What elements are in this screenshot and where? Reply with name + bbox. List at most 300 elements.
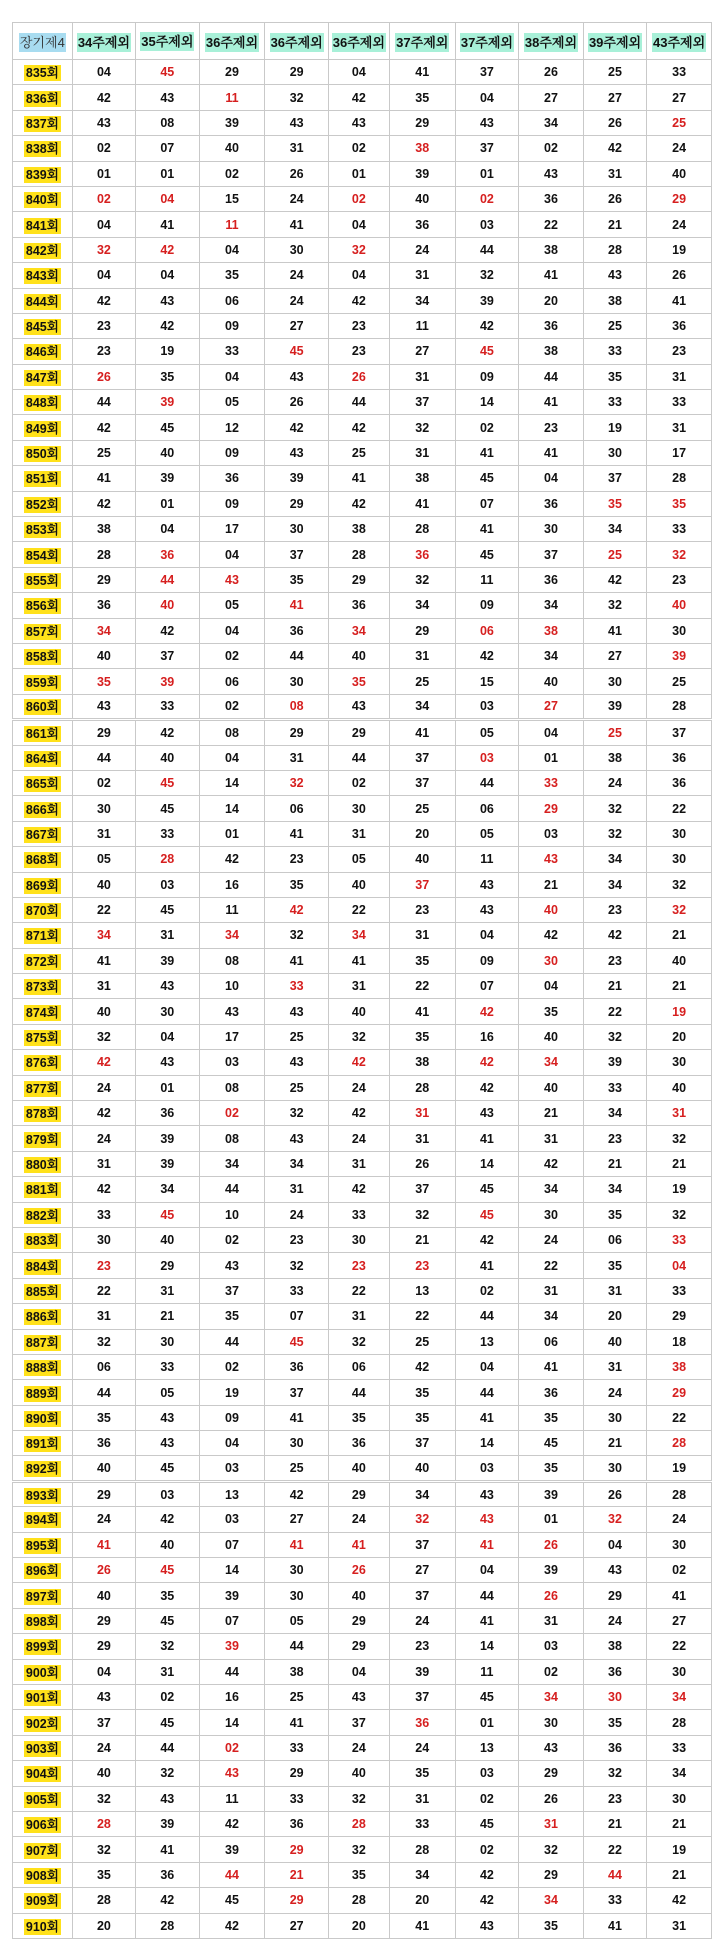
number-cell: 29 — [647, 1380, 712, 1405]
table-body — [13, 60, 712, 1939]
round-cell — [13, 1710, 73, 1735]
round-cell — [13, 313, 73, 338]
number-cell: 29 — [647, 186, 712, 211]
number-cell: 33 — [583, 1075, 646, 1100]
round-cell — [13, 1329, 73, 1354]
round-label: 886회 — [25, 1310, 59, 1325]
number-cell: 44 — [199, 1862, 265, 1887]
round-label: 905회 — [25, 1792, 59, 1807]
number-cell: 01 — [519, 1507, 584, 1532]
number-cell: 12 — [199, 415, 265, 440]
number-cell: 28 — [72, 1888, 135, 1913]
number-cell: 03 — [199, 1050, 265, 1075]
number-cell: 30 — [583, 669, 646, 694]
number-cell: 35 — [389, 1405, 455, 1430]
number-cell: 24 — [72, 1075, 135, 1100]
number-cell: 03 — [136, 1481, 199, 1506]
table-row — [13, 110, 712, 135]
number-cell: 31 — [583, 1278, 646, 1303]
number-cell: 38 — [328, 517, 389, 542]
number-cell: 41 — [265, 948, 328, 973]
round-label: 870회 — [25, 904, 59, 919]
number-cell: 39 — [519, 1481, 584, 1506]
number-cell: 42 — [136, 618, 199, 643]
number-cell: 35 — [265, 567, 328, 592]
number-cell: 21 — [519, 1101, 584, 1126]
number-cell: 28 — [389, 517, 455, 542]
round-cell — [13, 1888, 73, 1913]
number-cell: 29 — [72, 1634, 135, 1659]
table-row — [13, 1507, 712, 1532]
number-cell: 32 — [455, 263, 518, 288]
number-cell: 44 — [265, 643, 328, 668]
round-label: 865회 — [25, 777, 59, 792]
number-cell: 14 — [455, 1431, 518, 1456]
number-cell: 02 — [647, 1558, 712, 1583]
number-cell: 09 — [455, 593, 518, 618]
number-cell: 40 — [72, 1456, 135, 1481]
number-cell: 29 — [328, 1481, 389, 1506]
table-row — [13, 897, 712, 922]
header-label: 39주제외 — [588, 34, 642, 50]
round-cell — [13, 1177, 73, 1202]
number-cell: 34 — [72, 923, 135, 948]
number-cell: 43 — [265, 1126, 328, 1151]
round-label: 857회 — [25, 624, 59, 639]
number-cell: 29 — [328, 1634, 389, 1659]
number-cell: 29 — [72, 1481, 135, 1506]
number-cell: 41 — [328, 466, 389, 491]
table-row — [13, 1608, 712, 1633]
number-cell: 32 — [583, 1507, 646, 1532]
number-cell: 31 — [265, 1177, 328, 1202]
number-cell: 11 — [199, 897, 265, 922]
number-cell: 41 — [519, 440, 584, 465]
round-label: 894회 — [25, 1513, 59, 1528]
number-cell: 42 — [328, 1050, 389, 1075]
number-cell: 05 — [455, 720, 518, 745]
number-cell: 41 — [583, 1913, 646, 1938]
number-cell: 37 — [389, 1685, 455, 1710]
number-cell: 42 — [519, 923, 584, 948]
header-label: 38주제외 — [524, 34, 578, 50]
number-cell: 42 — [455, 1888, 518, 1913]
number-cell: 41 — [389, 720, 455, 745]
table-row — [13, 1710, 712, 1735]
number-cell: 39 — [136, 1811, 199, 1836]
number-cell: 25 — [72, 440, 135, 465]
number-cell: 08 — [199, 720, 265, 745]
number-cell: 30 — [265, 237, 328, 262]
number-cell: 21 — [136, 1304, 199, 1329]
round-label: 907회 — [25, 1843, 59, 1858]
number-cell: 41 — [265, 1532, 328, 1557]
number-cell: 24 — [265, 186, 328, 211]
round-cell — [13, 669, 73, 694]
number-cell: 30 — [647, 618, 712, 643]
table-row — [13, 1481, 712, 1506]
number-cell: 37 — [389, 1532, 455, 1557]
round-label: 867회 — [25, 827, 59, 842]
number-cell: 33 — [265, 1278, 328, 1303]
number-cell: 27 — [519, 85, 584, 110]
number-cell: 34 — [389, 288, 455, 313]
table-row — [13, 796, 712, 821]
number-cell: 02 — [199, 1735, 265, 1760]
number-cell: 30 — [583, 1405, 646, 1430]
number-cell: 45 — [455, 1177, 518, 1202]
number-cell: 14 — [199, 1558, 265, 1583]
number-cell: 22 — [519, 1253, 584, 1278]
number-cell: 39 — [136, 466, 199, 491]
number-cell: 20 — [389, 1888, 455, 1913]
number-cell: 43 — [328, 1685, 389, 1710]
header-label: 36주제외 — [332, 34, 385, 50]
round-cell — [13, 1075, 73, 1100]
header-cell-8 — [519, 23, 584, 60]
round-cell — [13, 923, 73, 948]
number-cell: 40 — [72, 1583, 135, 1608]
number-cell: 44 — [455, 770, 518, 795]
round-label: 896회 — [25, 1564, 59, 1579]
number-cell: 39 — [389, 161, 455, 186]
table-row — [13, 339, 712, 364]
table-row — [13, 1304, 712, 1329]
number-cell: 32 — [583, 1024, 646, 1049]
number-cell: 24 — [265, 1202, 328, 1227]
number-cell: 44 — [199, 1659, 265, 1684]
number-cell: 22 — [389, 1304, 455, 1329]
number-cell: 04 — [199, 745, 265, 770]
number-cell: 30 — [583, 1685, 646, 1710]
number-cell: 41 — [265, 1405, 328, 1430]
number-cell: 33 — [583, 339, 646, 364]
number-cell: 32 — [583, 796, 646, 821]
table-row — [13, 694, 712, 719]
round-label: 878회 — [25, 1107, 59, 1122]
number-cell: 37 — [389, 390, 455, 415]
number-cell: 33 — [583, 1888, 646, 1913]
number-cell: 35 — [72, 669, 135, 694]
number-cell: 42 — [265, 415, 328, 440]
round-label: 891회 — [25, 1437, 59, 1452]
number-cell: 19 — [647, 999, 712, 1024]
table-row — [13, 161, 712, 186]
number-cell: 28 — [72, 1811, 135, 1836]
number-cell: 28 — [72, 542, 135, 567]
number-cell: 29 — [265, 60, 328, 85]
round-label: 904회 — [25, 1767, 59, 1782]
round-cell — [13, 1507, 73, 1532]
number-cell: 32 — [328, 1329, 389, 1354]
number-cell: 32 — [72, 1329, 135, 1354]
number-cell: 16 — [199, 1685, 265, 1710]
round-cell — [13, 161, 73, 186]
number-cell: 35 — [519, 1913, 584, 1938]
number-cell: 06 — [265, 796, 328, 821]
number-cell: 32 — [328, 1786, 389, 1811]
number-cell: 36 — [328, 1431, 389, 1456]
table-row — [13, 1050, 712, 1075]
number-cell: 04 — [519, 974, 584, 999]
number-cell: 36 — [519, 567, 584, 592]
number-cell: 41 — [455, 440, 518, 465]
table-row — [13, 186, 712, 211]
number-cell: 31 — [519, 1126, 584, 1151]
number-cell: 34 — [647, 1761, 712, 1786]
number-cell: 41 — [455, 1405, 518, 1430]
number-cell: 35 — [519, 1456, 584, 1481]
number-cell: 43 — [136, 1050, 199, 1075]
number-cell: 37 — [265, 1380, 328, 1405]
round-cell — [13, 872, 73, 897]
number-cell: 36 — [519, 313, 584, 338]
number-cell: 27 — [519, 694, 584, 719]
round-label: 875회 — [25, 1031, 59, 1046]
number-cell: 08 — [199, 1126, 265, 1151]
number-cell: 31 — [72, 1151, 135, 1176]
round-cell — [13, 288, 73, 313]
table-row — [13, 212, 712, 237]
round-cell — [13, 847, 73, 872]
table-row — [13, 720, 712, 745]
number-cell: 02 — [72, 186, 135, 211]
number-cell: 04 — [72, 212, 135, 237]
number-cell: 42 — [136, 720, 199, 745]
round-cell — [13, 1786, 73, 1811]
number-cell: 43 — [265, 999, 328, 1024]
number-cell: 40 — [136, 440, 199, 465]
number-cell: 43 — [455, 1507, 518, 1532]
number-cell: 43 — [583, 1558, 646, 1583]
number-cell: 37 — [265, 542, 328, 567]
number-cell: 23 — [389, 897, 455, 922]
number-cell: 04 — [647, 1253, 712, 1278]
number-cell: 09 — [455, 948, 518, 973]
number-cell: 33 — [519, 770, 584, 795]
number-cell: 41 — [72, 948, 135, 973]
table-row — [13, 923, 712, 948]
number-cell: 27 — [389, 1558, 455, 1583]
round-cell — [13, 466, 73, 491]
number-cell: 39 — [519, 1558, 584, 1583]
number-cell: 40 — [647, 948, 712, 973]
number-cell: 04 — [583, 1532, 646, 1557]
number-cell: 24 — [265, 263, 328, 288]
number-cell: 40 — [328, 999, 389, 1024]
number-cell: 26 — [583, 186, 646, 211]
number-cell: 32 — [328, 237, 389, 262]
number-cell: 45 — [136, 1456, 199, 1481]
number-cell: 44 — [72, 745, 135, 770]
number-cell: 15 — [199, 186, 265, 211]
number-cell: 05 — [136, 1380, 199, 1405]
number-cell: 14 — [455, 1151, 518, 1176]
number-cell: 45 — [265, 339, 328, 364]
number-cell: 29 — [647, 1304, 712, 1329]
number-cell: 04 — [72, 263, 135, 288]
round-cell — [13, 1202, 73, 1227]
number-cell: 31 — [389, 1786, 455, 1811]
number-cell: 27 — [647, 85, 712, 110]
number-cell: 36 — [265, 1354, 328, 1379]
number-cell: 26 — [72, 1558, 135, 1583]
number-cell: 33 — [136, 821, 199, 846]
number-cell: 30 — [647, 821, 712, 846]
number-cell: 35 — [583, 1202, 646, 1227]
number-cell: 02 — [455, 1786, 518, 1811]
number-cell: 28 — [136, 1913, 199, 1938]
number-cell: 04 — [199, 542, 265, 567]
table-row — [13, 745, 712, 770]
number-cell: 43 — [455, 1481, 518, 1506]
number-cell: 31 — [328, 1151, 389, 1176]
number-cell: 21 — [647, 1151, 712, 1176]
number-cell: 22 — [328, 1278, 389, 1303]
number-cell: 42 — [72, 85, 135, 110]
number-cell: 32 — [72, 237, 135, 262]
number-cell: 32 — [72, 1024, 135, 1049]
number-cell: 37 — [583, 466, 646, 491]
round-cell — [13, 770, 73, 795]
header-cell-0 — [13, 23, 73, 60]
number-cell: 39 — [583, 694, 646, 719]
number-cell: 43 — [72, 1685, 135, 1710]
number-cell: 04 — [199, 364, 265, 389]
number-cell: 25 — [583, 60, 646, 85]
number-cell: 42 — [519, 1151, 584, 1176]
number-cell: 22 — [583, 1837, 646, 1862]
number-cell: 28 — [647, 1481, 712, 1506]
number-cell: 03 — [455, 745, 518, 770]
number-cell: 11 — [199, 85, 265, 110]
number-cell: 43 — [519, 847, 584, 872]
round-cell — [13, 364, 73, 389]
header-label: 35주제외 — [141, 33, 194, 49]
round-cell — [13, 1811, 73, 1836]
number-cell: 22 — [389, 974, 455, 999]
number-cell: 36 — [519, 1380, 584, 1405]
number-cell: 24 — [72, 1507, 135, 1532]
number-cell: 45 — [136, 415, 199, 440]
number-cell: 35 — [389, 948, 455, 973]
number-cell: 22 — [647, 796, 712, 821]
table-row — [13, 1202, 712, 1227]
number-cell: 40 — [328, 1456, 389, 1481]
number-cell: 43 — [265, 364, 328, 389]
table-row — [13, 1558, 712, 1583]
number-cell: 44 — [72, 390, 135, 415]
number-cell: 13 — [455, 1329, 518, 1354]
number-cell: 03 — [199, 1456, 265, 1481]
number-cell: 31 — [328, 821, 389, 846]
round-cell — [13, 1608, 73, 1633]
table-row — [13, 466, 712, 491]
number-cell: 29 — [519, 1761, 584, 1786]
number-cell: 40 — [72, 872, 135, 897]
round-label: 836회 — [25, 91, 59, 106]
round-cell — [13, 796, 73, 821]
number-cell: 37 — [455, 136, 518, 161]
number-cell: 30 — [265, 1558, 328, 1583]
number-cell: 24 — [328, 1507, 389, 1532]
number-cell: 34 — [328, 923, 389, 948]
number-cell: 36 — [647, 745, 712, 770]
number-cell: 28 — [136, 847, 199, 872]
number-cell: 04 — [455, 85, 518, 110]
round-label: 868회 — [25, 853, 59, 868]
number-cell: 40 — [136, 1227, 199, 1252]
number-cell: 34 — [519, 1685, 584, 1710]
round-label: 866회 — [25, 802, 59, 817]
number-cell: 26 — [328, 1558, 389, 1583]
number-cell: 40 — [647, 1075, 712, 1100]
number-cell: 19 — [583, 415, 646, 440]
number-cell: 04 — [72, 1659, 135, 1684]
number-cell: 31 — [583, 161, 646, 186]
number-cell: 34 — [583, 1177, 646, 1202]
round-label: 903회 — [25, 1741, 59, 1756]
number-cell: 04 — [519, 466, 584, 491]
table-row — [13, 1227, 712, 1252]
number-cell: 42 — [455, 1075, 518, 1100]
number-cell: 38 — [519, 339, 584, 364]
number-cell: 09 — [455, 364, 518, 389]
number-cell: 44 — [328, 390, 389, 415]
number-cell: 33 — [647, 1735, 712, 1760]
number-cell: 45 — [136, 1558, 199, 1583]
number-cell: 36 — [647, 770, 712, 795]
number-cell: 33 — [265, 1786, 328, 1811]
header-cell-10 — [647, 23, 712, 60]
round-label: 840회 — [25, 193, 59, 208]
number-cell: 40 — [519, 669, 584, 694]
header-cell-3 — [199, 23, 265, 60]
round-cell — [13, 60, 73, 85]
number-cell: 38 — [519, 618, 584, 643]
number-cell: 26 — [328, 364, 389, 389]
number-cell: 43 — [136, 1786, 199, 1811]
number-cell: 42 — [72, 1050, 135, 1075]
round-cell — [13, 1913, 73, 1938]
number-cell: 33 — [647, 390, 712, 415]
header-label: 36주제외 — [205, 34, 259, 50]
number-cell: 29 — [72, 1608, 135, 1633]
number-cell: 04 — [328, 1659, 389, 1684]
round-label: 898회 — [25, 1615, 59, 1630]
number-cell: 33 — [72, 1202, 135, 1227]
number-cell: 08 — [136, 110, 199, 135]
number-cell: 32 — [265, 923, 328, 948]
table-row — [13, 872, 712, 897]
number-cell: 03 — [136, 872, 199, 897]
number-cell: 02 — [199, 161, 265, 186]
number-cell: 25 — [265, 1685, 328, 1710]
number-cell: 25 — [265, 1456, 328, 1481]
number-cell: 40 — [389, 847, 455, 872]
number-cell: 23 — [583, 1786, 646, 1811]
round-cell — [13, 974, 73, 999]
round-cell — [13, 1456, 73, 1481]
number-cell: 41 — [519, 390, 584, 415]
round-label: 895회 — [25, 1538, 59, 1553]
number-cell: 43 — [455, 872, 518, 897]
number-cell: 25 — [583, 313, 646, 338]
number-cell: 44 — [455, 1583, 518, 1608]
number-cell: 06 — [199, 288, 265, 313]
number-cell: 21 — [389, 1227, 455, 1252]
number-cell: 31 — [328, 974, 389, 999]
